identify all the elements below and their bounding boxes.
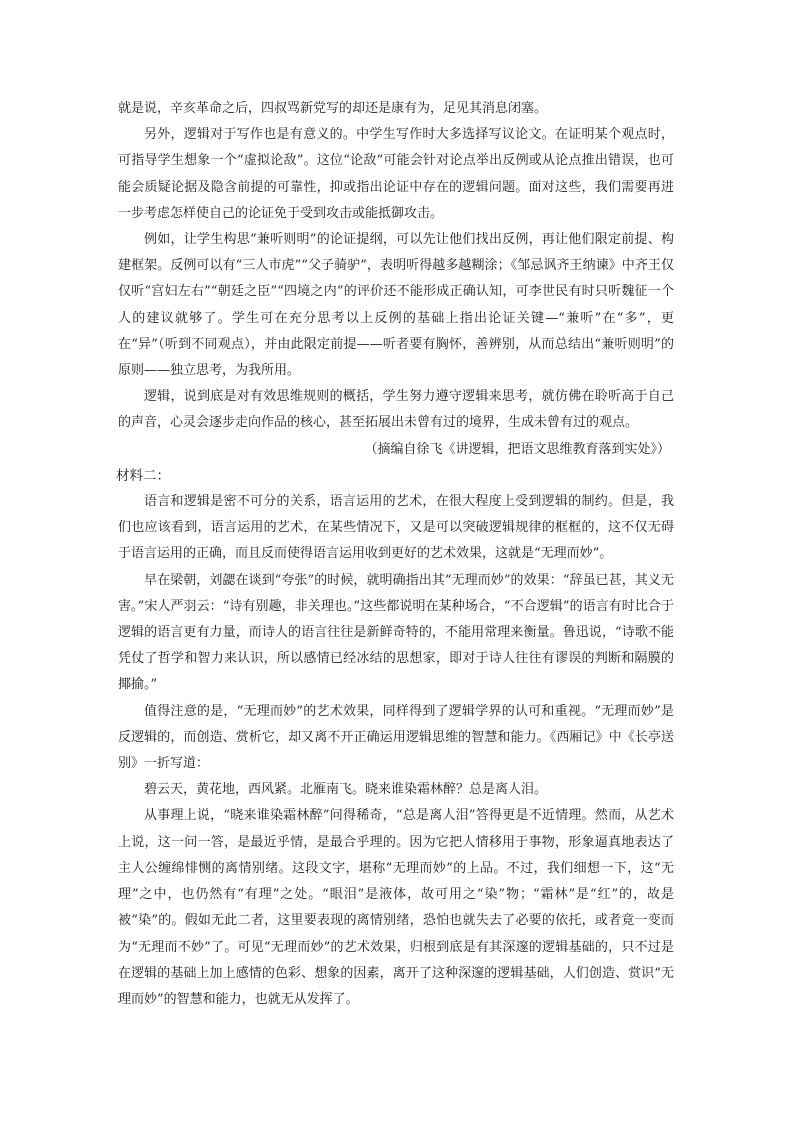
paragraph-continued: 就是说，辛亥革命之后，四叔骂新党写的却还是康有为，足见其消息闭塞。 (118, 101, 548, 116)
paragraph-example: 例如，让学生构思“兼听则明”的论证提纲，可以先让他们找出反例，再让他们限定前提、构建框架。反例可以有“三人市虎”“父子骑驴”，表明听得越多越糊涂；《邹忌讽齐王纳谏》中齐王仅仅听“宫妇左右”“朝廷之臣”“四境之内”的评价还不能形成正确认知，可李世民有时只听魏征一个人的建议就够了。学生可在充分思考以上反例的基础上指出论证关键—“兼听”在“多”，更在“异”（听到不同观点），并由此限定前提——听者要有胸怀，善辨别，从而总结出“兼听则明”的原则——独立思考，为我所用。 (118, 232, 674, 379)
source-citation: （摘编自徐飞《讲逻辑，把语文思维教育落到实处》） (364, 441, 670, 457)
paragraph-language-logic: 语言和逻辑是密不可分的关系，语言运用的艺术，在很大程度上受到逻辑的制约。但是，我们也应该看到，语言运用的艺术，在某些情况下，又是可以突破逻辑规律的框框的，这不仅无碍于语言运用的正确，而且反而使得语言运用收到更好的艺术效果，这就是“无理而妙”。 (118, 494, 674, 562)
paragraph-logic-summary: 逻辑，说到底是对有效思维规则的概括，学生努力遵守逻辑来思考，就仿佛在聆听高于自己的声音，心灵会逐步走向作品的核心，甚至拓展出未曾有过的境界，生成未曾有过的观点。 (118, 389, 674, 431)
paragraph-analysis: 从事理上说，“晓来谁染霜林醉”问得稀奇，“总是离人泪”答得更是不近情理。然而，从艺术上说，这一问一答，是最近乎情，是最合乎理的。因为它把人情移用于事物，形象逼真地表达了主人公缠绵悱恻的离情别绪。这段文字，堪称“无理而妙”的上品。不过，我们细想一下，这“无理”之中，也仍然有“有理”之处。“眼泪”是液体，故可用之“染”物；“霜林”是“红”的，故是被“染”的。假如无此二者，这里要表现的离情别绪，恐怕也就失去了必要的依托，或者竟一变而为“无理而不妙”了。可见“无理而妙”的艺术效果，归根到底是有其深邃的逻辑基础的，只不过是在逻辑的基础上加上感情的色彩、想象的因素，离开了这种深邃的逻辑基础，人们创造、赏识“无理而妙”的智慧和能力，也就无从发挥了。 (118, 808, 674, 1007)
paragraph-noteworthy: 值得注意的是，“无理而妙”的艺术效果，同样得到了逻辑学界的认可和重视。“无理而妙”是反逻辑的，而创造、赏析它，却又离不开正确运用逻辑思维的智慧和能力。《西厢记》中《长亭送别》一折写道： (118, 703, 674, 772)
paragraph-liuxie: 早在梁朝，刘勰在谈到“夸张”的时候，就明确指出其“无理而妙”的效果：“辞虽已甚，其义无害。”宋人严羽云：“诗有别趣，非关理也。”这些都说明在某种场合，“不合逻辑”的语言有时比合于逻辑的语言更有力量，而诗人的语言往往是新鲜奇特的，不能用常理来衡量。鲁迅说，“诗歌不能凭仗了哲学和智力来认识，所以感情已经冰结的思想家，即对于诗人往往有谬误的判断和隔膜的揶揄。” (118, 572, 674, 693)
material-two-heading: 材料二： (116, 467, 170, 484)
document-page (118, 96, 674, 1013)
poem-quote: 碧云天，黄花地，西风紧。北雁南飞。晓来谁染霜林醉？总是离人泪。 (144, 782, 548, 798)
paragraph-writing-logic: 另外，逻辑对于写作也是有意义的。中学生写作时大多选择写议论文。在证明某个观点时，可指导学生想象一个“虚拟论敌”。这位“论敌”可能会针对论点举出反例或从论点推出错误，也可能会质疑论据及隐含前提的可靠性，抑或指出论证中存在的逻辑问题。面对这些，我们需要再进一步考虑怎样使自己的论证免于受到攻击或能抵御攻击。 (118, 127, 674, 221)
